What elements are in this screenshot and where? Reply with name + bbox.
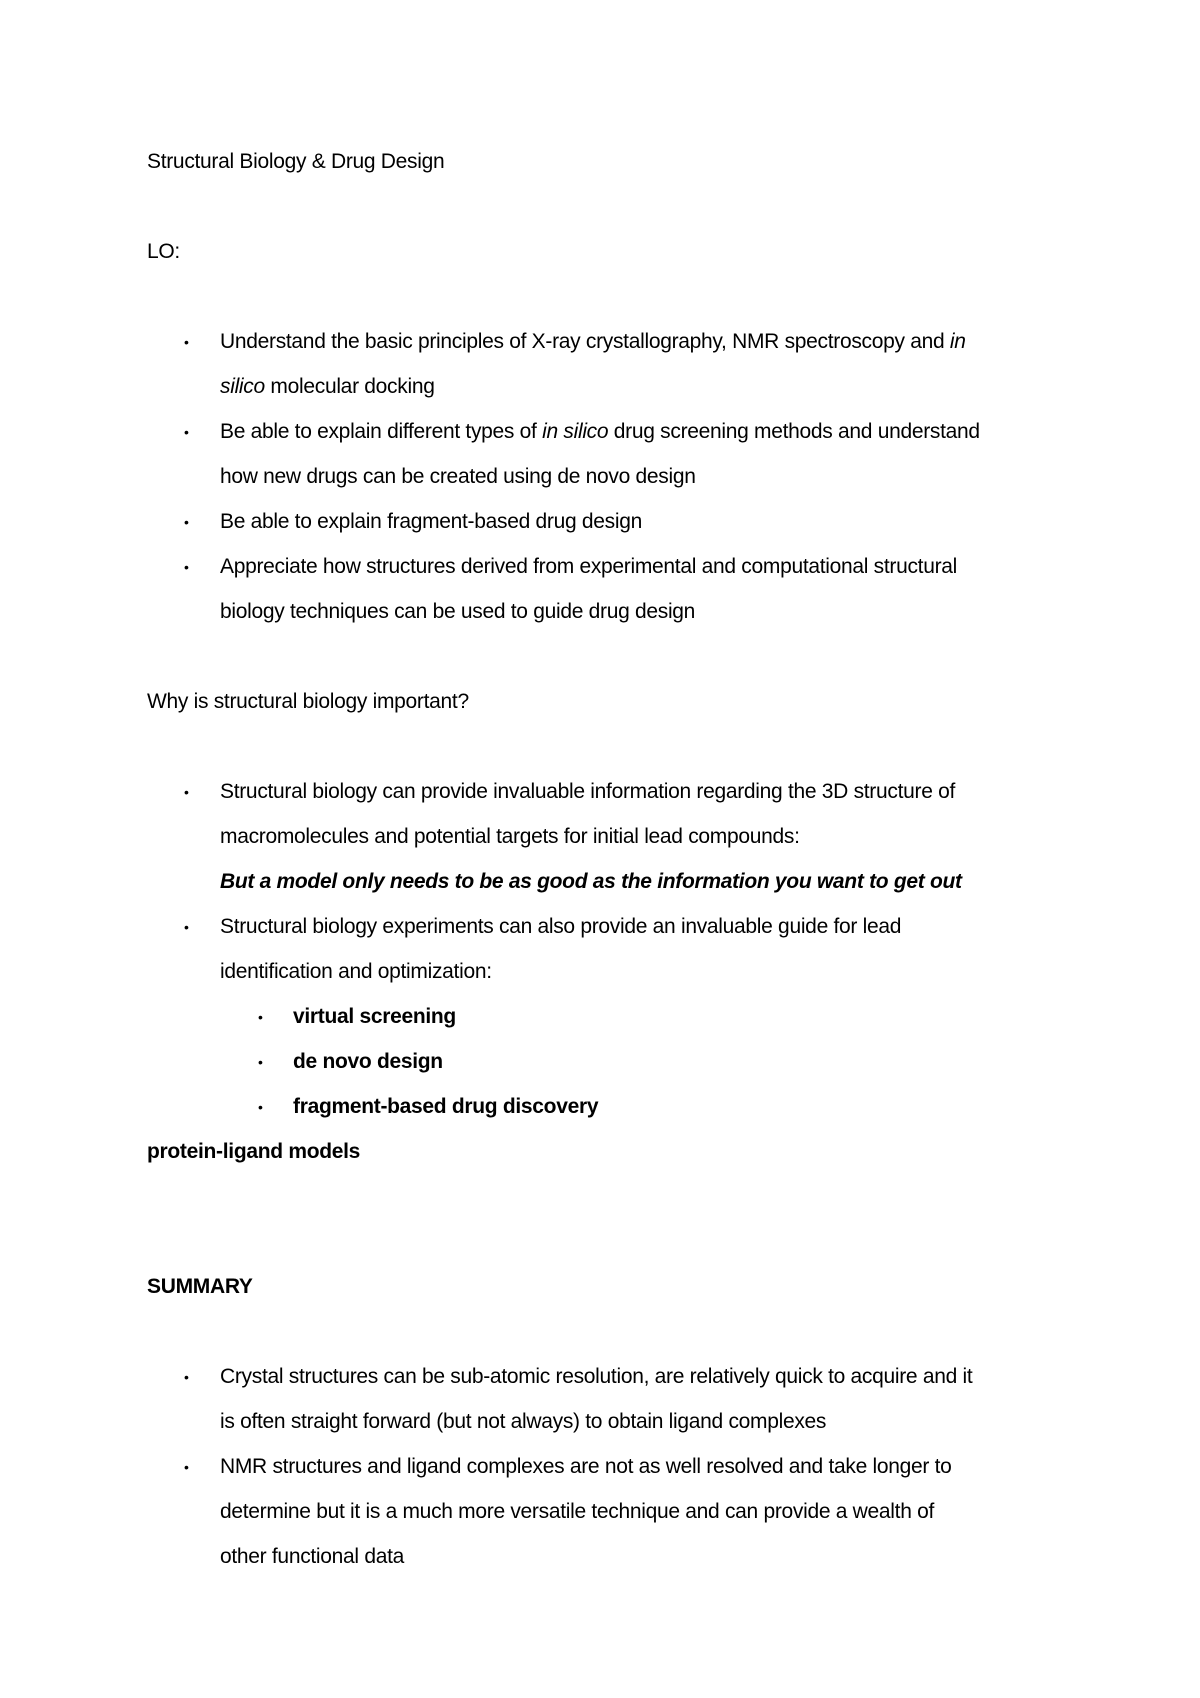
why-item-1-line-2: macromolecules and potential targets for initial lead compounds:: [220, 825, 800, 848]
bullet-icon: •: [184, 334, 189, 350]
bullet-icon: •: [184, 514, 189, 530]
bullet-icon: •: [258, 1099, 263, 1115]
sub-item-de-novo-design: de novo design: [293, 1050, 443, 1073]
bullet-icon: •: [184, 784, 189, 800]
bullet-icon: •: [184, 559, 189, 575]
lo-item-1-line-1: Understand the basic principles of X-ray crystallography, NMR spectroscopy and in: [220, 330, 966, 353]
lo-item-3-line-1: Be able to explain fragment-based drug design: [220, 510, 642, 533]
bullet-icon: •: [184, 919, 189, 935]
why-item-1-line-1: Structural biology can provide invaluable information regarding the 3D structure of: [220, 780, 956, 803]
lo-item-4-line-2: biology techniques can be used to guide drug design: [220, 600, 696, 623]
bullet-icon: •: [184, 424, 189, 440]
summary-item-2-line-2: determine but it is a much more versatile technique and can provide a wealth of: [220, 1500, 935, 1523]
models-label: protein-ligand models: [147, 1140, 361, 1163]
bullet-icon: •: [184, 1369, 189, 1385]
why-item-2-line-1: Structural biology experiments can also provide an invaluable guide for lead: [220, 915, 902, 938]
why-item-2-line-2: identification and optimization:: [220, 960, 492, 983]
lo-item-4-line-1: Appreciate how structures derived from experimental and computational structural: [220, 555, 958, 578]
sub-item-fragment-based: fragment-based drug discovery: [293, 1095, 599, 1118]
summary-item-2-line-1: NMR structures and ligand complexes are not as well resolved and take longer to: [220, 1455, 952, 1478]
sub-item-virtual-screening: virtual screening: [293, 1005, 456, 1028]
lo-heading: LO:: [147, 240, 180, 263]
summary-heading: SUMMARY: [147, 1275, 253, 1298]
bullet-icon: •: [184, 1459, 189, 1475]
why-item-1-emphasis: But a model only needs to be as good as the information you want to get out: [220, 870, 962, 893]
bullet-icon: •: [258, 1009, 263, 1025]
lo-item-2-line-2: how new drugs can be created using de novo design: [220, 465, 696, 488]
document-title: Structural Biology & Drug Design: [147, 150, 445, 173]
lo-item-2-line-1: Be able to explain different types of in silico drug screening methods and understand: [220, 420, 980, 443]
summary-item-1-line-2: is often straight forward (but not always) to obtain ligand complexes: [220, 1410, 827, 1433]
lo-item-1-line-2: silico molecular docking: [220, 375, 435, 398]
summary-item-1-line-1: Crystal structures can be sub-atomic resolution, are relatively quick to acquire and it: [220, 1365, 973, 1388]
why-heading: Why is structural biology important?: [147, 690, 469, 713]
summary-item-2-line-3: other functional data: [220, 1545, 405, 1568]
bullet-icon: •: [258, 1054, 263, 1070]
